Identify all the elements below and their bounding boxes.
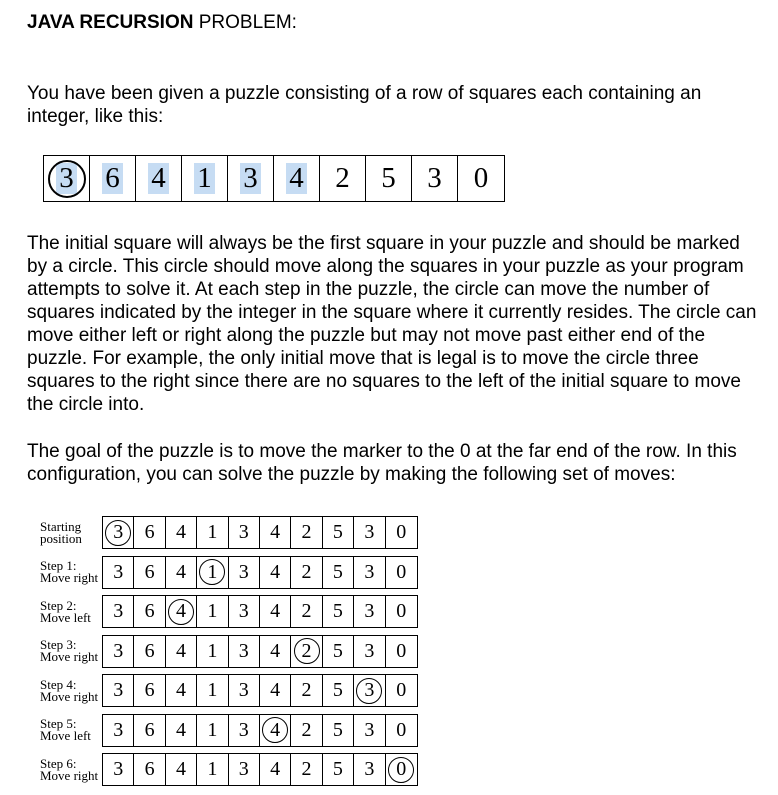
step-puzzle-row	[102, 674, 418, 707]
step-square-value: 4	[175, 679, 186, 701]
step-square-value: 2	[301, 521, 312, 543]
puzzle-square	[458, 156, 504, 201]
puzzle-square	[274, 156, 320, 201]
puzzle-square	[90, 156, 136, 201]
step-square-value: 4	[270, 758, 281, 780]
step-square-value: 3	[113, 758, 124, 780]
step-square	[260, 715, 291, 746]
step-square-value: 4	[270, 560, 281, 583]
step-label-line1: Step 3:	[40, 637, 77, 652]
step-square	[103, 517, 134, 548]
step-square	[386, 557, 417, 588]
step-square	[323, 557, 354, 588]
step-square	[291, 596, 322, 627]
step-square	[260, 517, 291, 548]
puzzle-square	[182, 156, 228, 201]
step-square-value: 3	[364, 521, 375, 543]
step-label-line1: Step 6:	[40, 755, 77, 771]
puzzle-square-value: 2	[335, 162, 350, 194]
puzzle-square	[320, 156, 366, 201]
step-label	[40, 718, 102, 742]
step-square	[229, 596, 260, 627]
step-square-value: 4	[270, 639, 281, 662]
step-square	[323, 715, 354, 746]
step-square	[103, 596, 134, 627]
step-label	[40, 518, 102, 546]
step-label	[40, 755, 102, 783]
step-square	[134, 675, 165, 706]
step-square-value: 5	[332, 600, 343, 622]
step-square	[354, 636, 385, 667]
step-puzzle-row	[102, 714, 418, 747]
puzzle-square	[412, 156, 458, 201]
step-square-value: 3	[238, 600, 249, 622]
marker-circle	[168, 599, 194, 625]
step-square	[229, 517, 260, 548]
step-square-value: 3	[113, 600, 124, 622]
step-square-value: 4	[175, 718, 186, 741]
step-square-value: 3	[364, 560, 375, 583]
step-square-value: 6	[144, 600, 155, 622]
step-square-value: 3	[238, 521, 249, 543]
step-square-value: 1	[207, 679, 218, 701]
step-square-value: 3	[238, 679, 249, 701]
step-square	[197, 715, 228, 746]
step-square-value: 5	[332, 718, 343, 741]
step-square	[323, 596, 354, 627]
step-row	[40, 753, 418, 786]
step-square	[291, 675, 322, 706]
step-label-line1: Step 1:	[40, 558, 77, 573]
step-square-value: 6	[144, 718, 155, 741]
step-square-value: 6	[144, 758, 155, 780]
step-square	[197, 557, 228, 588]
step-row	[40, 714, 418, 747]
step-square	[291, 517, 322, 548]
step-square	[197, 636, 228, 667]
puzzle-square	[44, 156, 90, 201]
solution-steps	[40, 516, 418, 793]
step-square	[103, 636, 134, 667]
step-label	[40, 560, 102, 584]
step-square	[134, 517, 165, 548]
step-square-value: 2	[301, 758, 312, 780]
step-square	[260, 636, 291, 667]
step-square	[291, 754, 322, 785]
title-rest: PROBLEM:	[193, 12, 297, 33]
page-title	[27, 12, 297, 34]
step-square-value: 4	[270, 679, 281, 701]
puzzle-square	[228, 156, 274, 201]
marker-circle	[48, 160, 86, 198]
step-square-value: 3	[113, 679, 124, 701]
puzzle-square-value: 3	[240, 163, 261, 194]
step-square-value: 1	[207, 718, 218, 741]
step-square-value: 2	[301, 639, 312, 662]
step-square-value: 1	[207, 758, 218, 780]
step-square-value: 3	[364, 639, 375, 662]
step-puzzle-row	[102, 516, 418, 549]
step-square-value: 3	[113, 521, 124, 543]
step-square	[134, 596, 165, 627]
step-square-value: 0	[396, 600, 407, 622]
step-square-value: 5	[332, 560, 343, 583]
step-label-line2: Move right	[40, 688, 99, 704]
step-square-value: 1	[207, 600, 218, 622]
step-square	[134, 715, 165, 746]
step-square-value: 3	[113, 560, 124, 583]
step-square-value: 3	[238, 718, 249, 741]
puzzle-square-value: 3	[427, 162, 442, 194]
step-label-line2: Move left	[40, 609, 91, 625]
step-row	[40, 635, 418, 668]
step-square-value: 5	[332, 758, 343, 780]
step-square-value: 3	[364, 758, 375, 780]
step-square-value: 6	[144, 560, 155, 583]
step-square-value: 4	[175, 560, 186, 583]
step-label-line2: Move right	[40, 649, 99, 664]
step-square	[291, 636, 322, 667]
step-square	[386, 675, 417, 706]
step-square	[354, 596, 385, 627]
puzzle-square-value: 3	[56, 163, 77, 194]
step-square	[386, 636, 417, 667]
step-square-value: 3	[113, 639, 124, 662]
step-square-value: 0	[396, 560, 407, 583]
step-square	[166, 517, 197, 548]
step-square	[166, 754, 197, 785]
step-square-value: 3	[238, 758, 249, 780]
step-label-line1: Step 5:	[40, 716, 77, 731]
step-square	[166, 557, 197, 588]
step-square	[166, 636, 197, 667]
step-square	[197, 596, 228, 627]
puzzle-square	[136, 156, 182, 201]
step-square	[197, 517, 228, 548]
step-row	[40, 595, 418, 628]
marker-circle	[294, 638, 320, 664]
step-label	[40, 639, 102, 663]
step-square-value: 3	[113, 718, 124, 741]
step-square	[229, 675, 260, 706]
step-square-value: 2	[301, 679, 312, 701]
intro-paragraph: You have been given a puzzle consisting of a row of squares each containing an integer, like this:	[27, 83, 702, 127]
step-square	[229, 557, 260, 588]
step-square-value: 4	[175, 639, 186, 662]
step-square-value: 5	[332, 679, 343, 701]
step-square	[134, 636, 165, 667]
step-square-value: 0	[396, 679, 407, 701]
step-square	[354, 517, 385, 548]
step-square	[103, 754, 134, 785]
step-square-value: 2	[301, 600, 312, 622]
step-label-line1: Step 4:	[40, 676, 77, 692]
step-puzzle-row	[102, 595, 418, 628]
step-square-value: 4	[175, 521, 186, 543]
step-square	[260, 754, 291, 785]
step-square-value: 5	[332, 521, 343, 543]
step-square	[323, 517, 354, 548]
step-label-line2: Move right	[40, 767, 99, 783]
step-puzzle-row	[102, 635, 418, 668]
step-square	[323, 754, 354, 785]
step-square	[386, 517, 417, 548]
marker-circle	[356, 678, 382, 704]
step-square-value: 4	[270, 600, 281, 622]
step-label-line1: Starting	[40, 518, 82, 534]
step-square-value: 6	[144, 521, 155, 543]
step-square	[291, 715, 322, 746]
puzzle-square-value: 0	[473, 162, 489, 194]
step-square-value: 2	[301, 560, 312, 583]
step-square	[134, 754, 165, 785]
step-square	[260, 557, 291, 588]
step-square-value: 4	[270, 521, 281, 543]
puzzle-square-value: 5	[381, 162, 396, 194]
step-label-line2: Move left	[40, 728, 91, 743]
step-square	[197, 754, 228, 785]
step-square-value: 0	[396, 639, 407, 662]
step-square-value: 4	[175, 600, 186, 622]
step-square-value: 0	[396, 718, 407, 741]
step-square-value: 1	[207, 639, 218, 662]
step-square	[386, 754, 417, 785]
marker-circle	[262, 717, 288, 743]
step-square	[354, 754, 385, 785]
step-square	[229, 754, 260, 785]
step-square	[103, 675, 134, 706]
step-puzzle-row	[102, 753, 418, 786]
step-square-value: 3	[364, 718, 375, 741]
step-square-value: 4	[270, 718, 281, 741]
goal-paragraph: The goal of the puzzle is to move the marker to the 0 at the far end of the row. In this configuration, you can solve the puzzle by making the following set of moves:	[27, 441, 737, 485]
step-square-value: 3	[238, 560, 249, 583]
step-square-value: 1	[207, 560, 218, 583]
step-square-value: 3	[364, 679, 375, 701]
step-square-value: 0	[396, 758, 407, 780]
marker-circle	[388, 757, 414, 783]
marker-circle	[105, 520, 131, 546]
step-square-value: 3	[238, 639, 249, 662]
step-square	[354, 675, 385, 706]
puzzle-square-value: 4	[286, 163, 307, 194]
step-label-line2: Move right	[40, 570, 99, 585]
step-square-value: 0	[396, 521, 407, 543]
step-square-value: 6	[144, 679, 155, 701]
step-square	[291, 557, 322, 588]
step-square-value: 5	[332, 639, 343, 662]
step-square	[354, 557, 385, 588]
step-square	[260, 596, 291, 627]
step-row	[40, 674, 418, 707]
puzzle-square-value: 6	[102, 163, 123, 194]
step-square	[166, 675, 197, 706]
step-square	[134, 557, 165, 588]
step-label	[40, 597, 102, 625]
step-label	[40, 676, 102, 704]
step-label-line1: Step 2:	[40, 597, 77, 613]
step-square	[103, 715, 134, 746]
puzzle-square	[366, 156, 412, 201]
step-square	[323, 675, 354, 706]
puzzle-square-value: 4	[148, 163, 169, 194]
step-square	[166, 715, 197, 746]
puzzle-row	[43, 155, 505, 202]
step-square-value: 2	[301, 718, 312, 741]
step-puzzle-row	[102, 556, 418, 589]
step-row	[40, 556, 418, 589]
step-square	[386, 596, 417, 627]
step-square	[197, 675, 228, 706]
step-label-line2: position	[40, 530, 82, 546]
step-square	[166, 596, 197, 627]
step-square-value: 6	[144, 639, 155, 662]
step-square-value: 1	[207, 521, 218, 543]
step-square	[103, 557, 134, 588]
step-square	[386, 715, 417, 746]
rules-paragraph: The initial square will always be the first square in your puzzle and should be marked by a circle. This circle should move along the squares in your puzzle as your program attempts to solve it. At each step in the puzzle, the circle can move the number of squares indicated by the integer in the square where it currently resides. The circle can move either left or right along the puzzle but may not move past either end of the puzzle. For example, the only initial move that is legal is to move the circle three squares to the right since there are no squares to the left of the initial square to move the circle into.	[27, 233, 757, 415]
marker-circle	[199, 559, 225, 585]
step-square	[323, 636, 354, 667]
step-square	[229, 715, 260, 746]
step-square	[354, 715, 385, 746]
title-bold: JAVA RECURSION	[27, 12, 194, 33]
step-row	[40, 516, 418, 549]
step-square-value: 3	[364, 600, 375, 622]
step-square	[260, 675, 291, 706]
step-square	[229, 636, 260, 667]
puzzle-square-value: 1	[194, 163, 215, 194]
step-square-value: 4	[175, 758, 186, 780]
